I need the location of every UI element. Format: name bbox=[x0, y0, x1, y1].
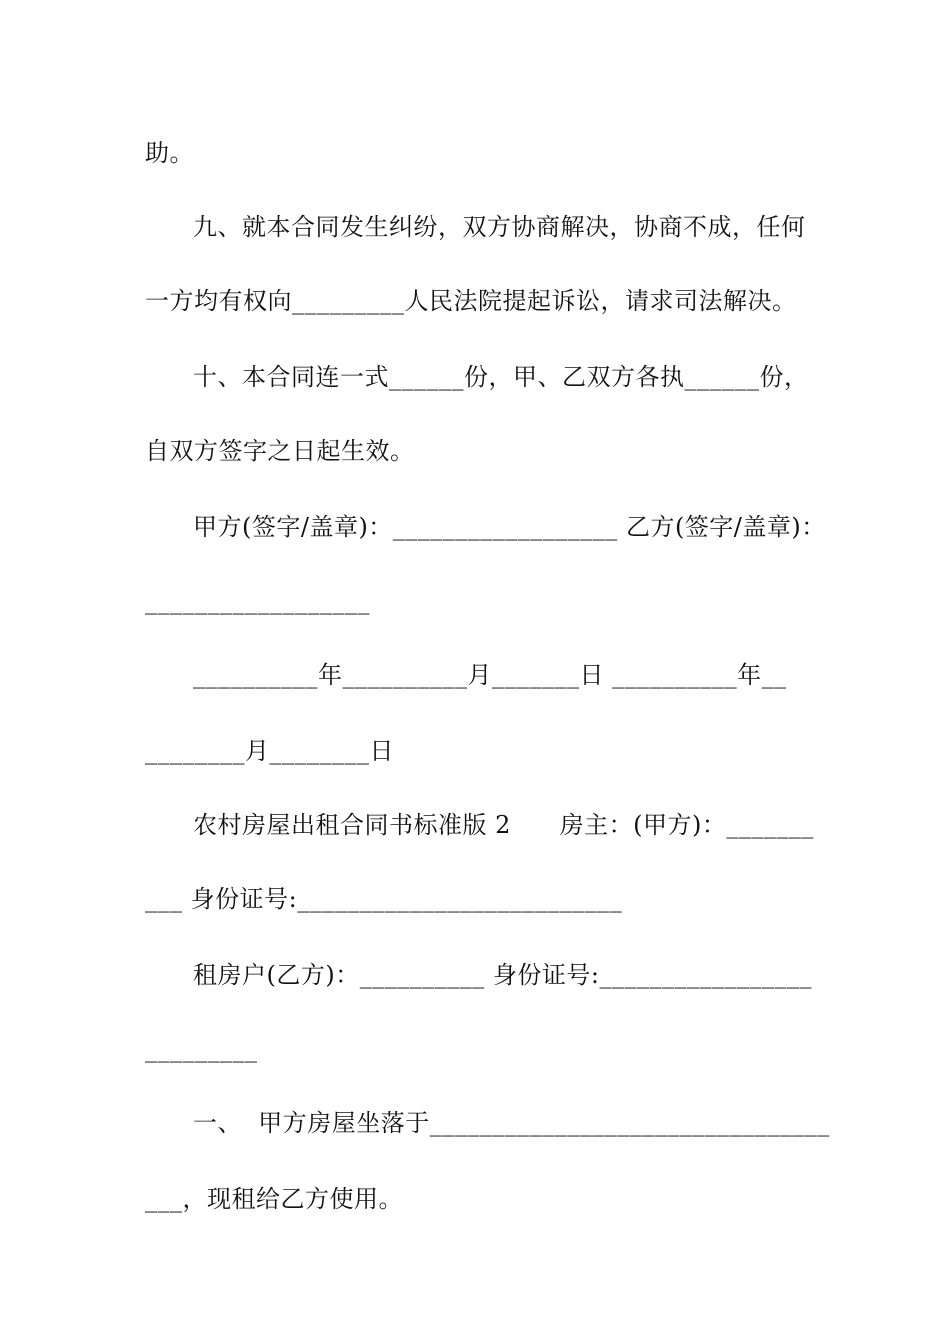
signature-line-2: __________________ bbox=[145, 587, 370, 615]
clause-1-line-2: ___，现租给乙方使用。 bbox=[145, 1185, 403, 1213]
clause-9-line-1: 九、就本合同发生纠纷，双方协商解决，协商不成，任何 bbox=[193, 213, 806, 241]
clause-10-line-2: 自双方签字之日起生效。 bbox=[145, 437, 415, 465]
date-line-1: __________年__________月_______日 __________年__ bbox=[193, 661, 787, 689]
contract-title-line: 农村房屋出租合同书标准版 2 房主：(甲方)：_______ bbox=[193, 811, 814, 839]
tenant-line-1: 租房户(乙方)：__________ 身份证号:_________________ bbox=[193, 961, 812, 989]
date-line-2: ________月________日 bbox=[145, 737, 394, 765]
clause-1-line-1: 一、 甲方房屋坐落于________________________________ bbox=[193, 1109, 830, 1137]
text-line-1: 助。 bbox=[145, 139, 194, 167]
landlord-id-line: ___ 身份证号:__________________________ bbox=[145, 885, 623, 913]
clause-10-line-1: 十、本合同连一式______份，甲、乙双方各执______份， bbox=[193, 363, 809, 391]
tenant-line-2: _________ bbox=[145, 1035, 258, 1063]
signature-line-1: 甲方(签字/盖章)：__________________ 乙方(签字/盖章)： bbox=[193, 513, 826, 541]
clause-9-line-2: 一方均有权向_________人民法院提起诉讼，请求司法解决。 bbox=[145, 287, 797, 315]
